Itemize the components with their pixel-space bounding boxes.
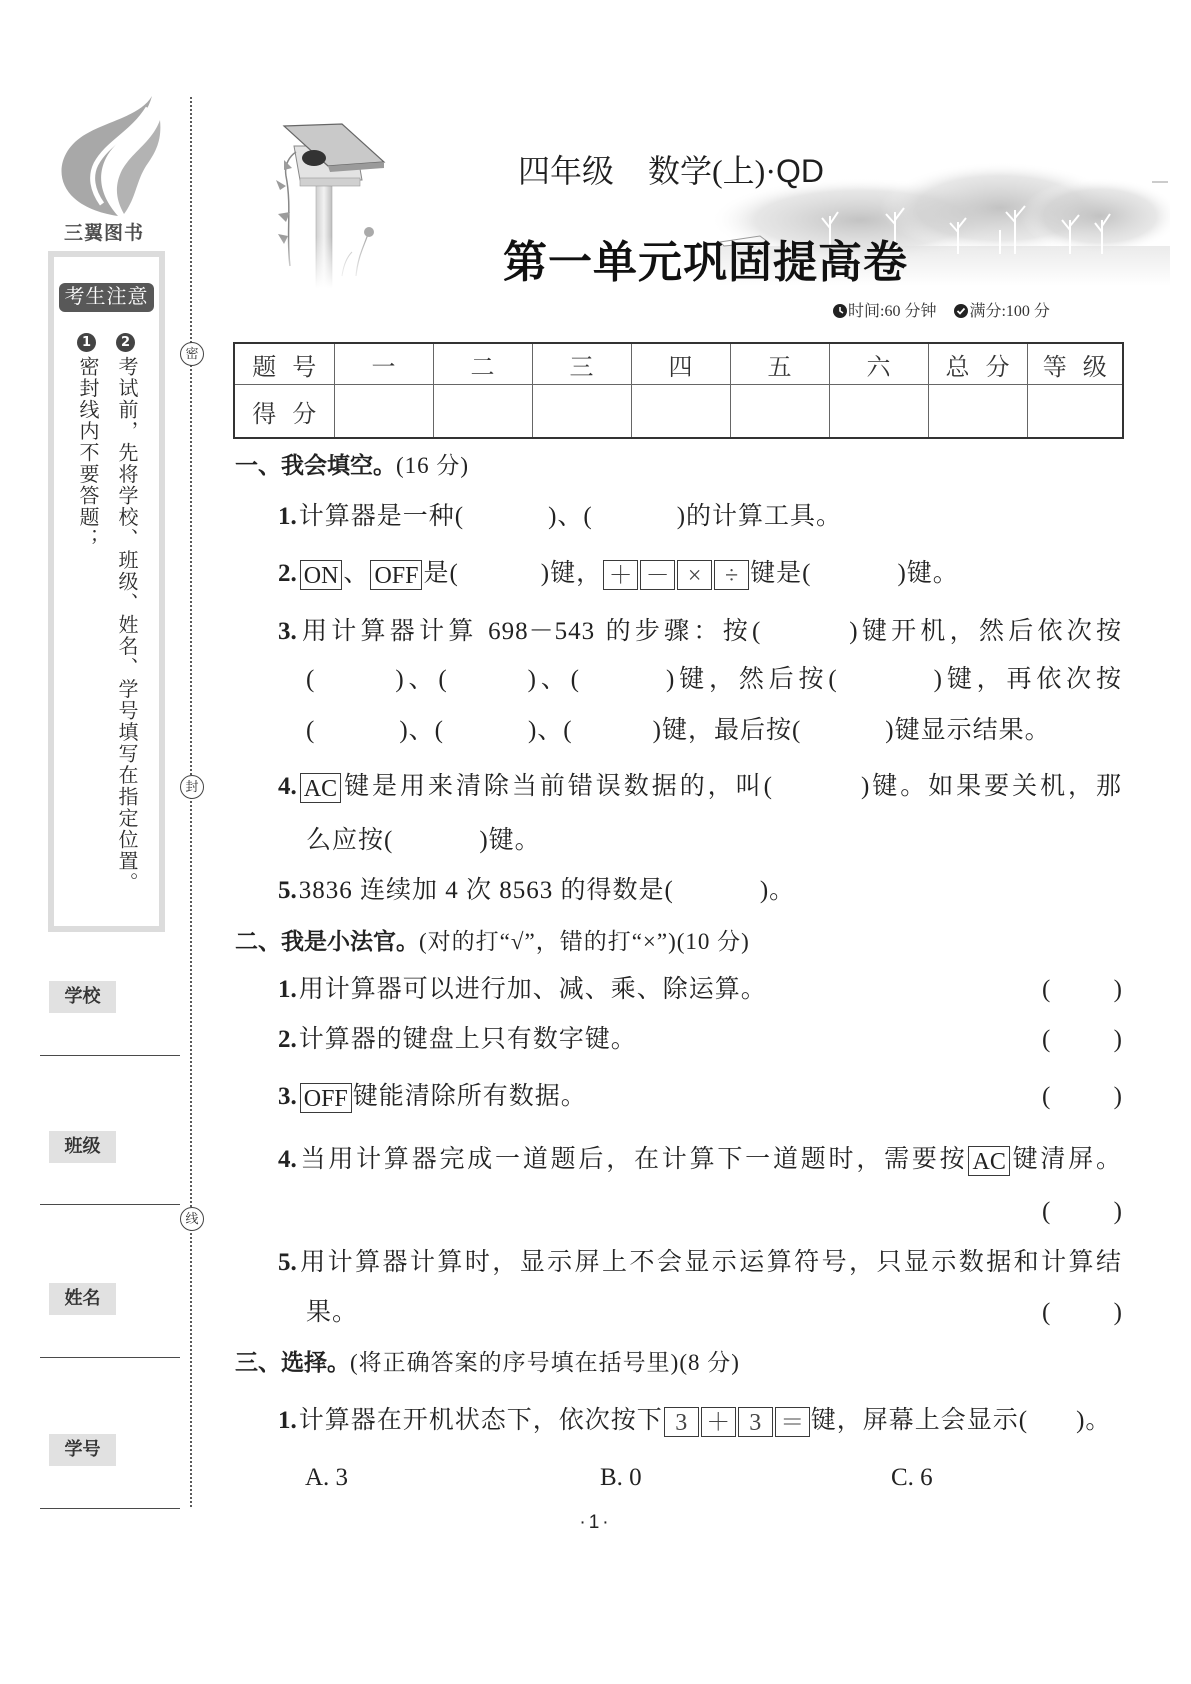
exam-subtitle: [518, 146, 824, 192]
birdhouse-illustration: [256, 116, 396, 288]
answer-blank: [761, 629, 849, 639]
section3-heading: [235, 1345, 740, 1381]
key-3: 3: [664, 1407, 699, 1437]
score-cell-2: [433, 385, 532, 439]
question-text: )、(: [527, 717, 573, 744]
question-number: 4.: [278, 773, 297, 800]
s1-question-1: [278, 499, 842, 535]
question-text: 当用计算器完成一道题后，在计算下一道题时，需要按: [298, 1146, 968, 1173]
field-line-name: [40, 1357, 180, 1358]
s2-item-3: [278, 1079, 587, 1115]
question-text: 、: [343, 560, 370, 587]
s2-item-3-answer-paren: [1042, 1079, 1122, 1115]
question-number: 1.: [278, 976, 297, 1003]
question-text: 是(: [423, 560, 459, 587]
answer-blank: [444, 728, 528, 738]
score-table-score-row: [234, 385, 1123, 439]
section1-points: (16 分): [396, 453, 470, 478]
answer-blank: [580, 677, 666, 687]
question-text: 么应按(: [306, 827, 394, 854]
paren-open: (: [1042, 1083, 1051, 1110]
notice-text-1: 密封线内不要答题；: [76, 356, 98, 550]
s3-question-1: [278, 1403, 1111, 1439]
answer-blank: [593, 514, 677, 524]
paren-close: ): [1113, 1198, 1122, 1225]
paren-open: (: [1042, 1026, 1051, 1053]
score-cell-6: [829, 385, 928, 439]
question-number: 4.: [278, 1146, 297, 1173]
publisher-logo: [52, 94, 164, 218]
grade-label: 四年级: [518, 153, 615, 189]
question-text: )键，最后按(: [652, 717, 802, 744]
answer-blank: [573, 728, 653, 738]
question-number: 3.: [278, 1083, 297, 1110]
answer-blank: [773, 784, 861, 794]
question-text: )键开机，然后依次按: [849, 618, 1123, 645]
paren-close: ): [1113, 976, 1122, 1003]
publisher-name: 三翼图书: [63, 222, 144, 244]
question-text: 计算器在开机状态下，依次按下: [298, 1407, 663, 1434]
field-label-student-id: 学号: [49, 1434, 116, 1466]
question-text: )键。: [479, 827, 541, 854]
question-text: 3836 连续加 4 次 8563 的得数是(: [298, 877, 674, 904]
flame-logo-icon: [52, 94, 164, 218]
answer-blank: [448, 677, 528, 687]
s1-question-3-line-2: [306, 662, 1122, 698]
paren-open: (: [1042, 976, 1051, 1003]
score-cell-4: [631, 385, 730, 439]
birdhouse-icon: [256, 116, 396, 288]
question-text: (: [306, 666, 316, 693]
question-text: )的计算工具。: [676, 503, 843, 530]
s2-item-4-answer-paren: [1042, 1194, 1122, 1230]
s1-question-3-line-1: [278, 614, 1122, 650]
header-part-1: 一: [334, 343, 433, 385]
paren-close: ): [1113, 1026, 1122, 1053]
exam-meta: [833, 298, 1050, 321]
answer-blank: [315, 677, 395, 687]
question-text: )、(: [548, 503, 593, 530]
field-line-school: [40, 1055, 180, 1056]
field-label-class: 班级: [49, 1131, 116, 1163]
full-score: 满分:100 分: [969, 303, 1050, 320]
question-number: 1.: [278, 1407, 297, 1434]
s1-question-5: [278, 873, 795, 909]
header-part-3: 三: [532, 343, 631, 385]
question-text: (: [306, 717, 316, 744]
subject-label: 数学(上)·: [648, 153, 776, 189]
key-3: 3: [738, 1407, 773, 1437]
key-off: OFF: [370, 560, 422, 590]
answer-blank: [393, 838, 479, 848]
notice-text-2: 考试前，先将学校、班级、姓名、学号填写在指定位置。: [115, 356, 137, 894]
answer-blank: [459, 571, 541, 581]
question-text: 计算器是一种(: [298, 503, 465, 530]
edition-label: QD: [776, 153, 824, 189]
section3-title: 三、选择。: [235, 1350, 350, 1376]
question-number: 2.: [278, 1026, 297, 1053]
score-cell-total: [928, 385, 1027, 439]
key-ac: AC: [300, 773, 341, 803]
s1-question-4-line-1: [278, 769, 1122, 805]
key-divide: ÷: [714, 560, 749, 590]
answer-blank: [464, 514, 548, 524]
section2-title: 二、我是小法官。: [235, 929, 419, 955]
section1-title: 一、我会填空。: [235, 453, 396, 479]
question-text: 键，屏幕上会显示(: [810, 1407, 1029, 1434]
key-multiply: ×: [677, 560, 712, 590]
question-number: 2.: [278, 560, 297, 587]
key-on: ON: [300, 560, 343, 590]
question-text: 键是用来清除当前错误数据的，叫(: [342, 773, 773, 800]
score-cell-grade: [1027, 385, 1123, 439]
question-number: 1.: [278, 503, 297, 530]
answer-blank: [838, 677, 934, 687]
s1-question-4-line-2: [306, 823, 541, 859]
s2-item-4: [278, 1142, 1122, 1178]
question-text: )、(: [527, 666, 580, 693]
question-text: )、(: [399, 717, 444, 744]
notice-number-1: 1: [77, 333, 96, 352]
question-text: 键是(: [750, 560, 812, 587]
score-table: [233, 342, 1124, 439]
paren-open: (: [1042, 1198, 1051, 1225]
answer-blank: [801, 728, 885, 738]
score-cell-1: [334, 385, 433, 439]
answer-blank: [811, 571, 897, 581]
header-grade: 等 级: [1027, 343, 1123, 385]
question-number: 3.: [278, 618, 297, 645]
score-cell-3: [532, 385, 631, 439]
header-part-4: 四: [631, 343, 730, 385]
header-part-6: 六: [829, 343, 928, 385]
answer-blank: [1028, 1418, 1076, 1428]
option-b: B. 0: [600, 1464, 642, 1491]
seal-mark-mi: 密: [180, 342, 204, 366]
score-table-header-row: [234, 343, 1123, 385]
question-text: 用计算器计算时，显示屏上不会显示运算符号，只显示数据和计算结: [298, 1249, 1122, 1276]
field-label-name: 姓名: [49, 1283, 116, 1315]
header-part-2: 二: [433, 343, 532, 385]
key-plus: ＋: [701, 1407, 736, 1437]
header-total: 总 分: [928, 343, 1027, 385]
question-text: )键，: [540, 560, 603, 587]
s2-item-1: [278, 972, 767, 1008]
question-number: 5.: [278, 1249, 297, 1276]
question-text: 用计算器计算 698－543 的步骤：按(: [298, 618, 762, 645]
s2-item-5-line-1: [278, 1245, 1122, 1281]
notice-number-2: 2: [116, 333, 135, 352]
option-a: A. 3: [305, 1464, 349, 1491]
clock-icon: [833, 304, 847, 318]
question-text: )键显示结果。: [885, 717, 1051, 744]
score-cell-5: [730, 385, 829, 439]
question-text: )键，再依次按: [933, 666, 1122, 693]
question-text: )。: [1076, 1407, 1112, 1434]
paren-close: ): [1113, 1083, 1122, 1110]
answer-blank: [674, 888, 760, 898]
check-icon: [954, 304, 968, 318]
field-label-school: 学校: [49, 981, 116, 1013]
s2-item-2-answer-paren: [1042, 1022, 1122, 1058]
score-row-label: 得 分: [234, 385, 334, 439]
section3-instructions: (将正确答案的序号填在括号里)(8 分): [350, 1350, 740, 1375]
time-limit: 时间:60 分钟: [848, 303, 937, 320]
key-equals: ＝: [775, 1407, 810, 1437]
s2-item-5-answer-paren: [1042, 1295, 1122, 1331]
section2-heading: [235, 924, 750, 960]
paren-open: (: [1042, 1299, 1051, 1326]
question-text: )键，然后按(: [665, 666, 838, 693]
s2-item-2: [278, 1022, 637, 1058]
question-text: 键能清除所有数据。: [352, 1083, 587, 1110]
question-text: 果。: [306, 1299, 359, 1326]
question-text: )、(: [395, 666, 448, 693]
question-text: 计算器的键盘上只有数字键。: [298, 1026, 637, 1053]
exam-title: 第一单元巩固提高卷: [503, 238, 908, 287]
field-line-student-id: [40, 1508, 180, 1509]
notice-title: 考生注意: [59, 283, 154, 312]
key-plus: ＋: [603, 560, 638, 590]
question-text: )键。如果要关机，那: [860, 773, 1123, 800]
key-minus: －: [640, 560, 675, 590]
key-off: OFF: [300, 1083, 352, 1113]
s2-item-1-answer-paren: [1042, 972, 1122, 1008]
seal-mark-feng: 封: [180, 775, 204, 799]
section2-instructions: (对的打“√”，错的打“×”)(10 分): [419, 929, 750, 954]
field-line-class: [40, 1204, 180, 1205]
answer-blank: [315, 728, 399, 738]
question-text: 键清屏。: [1010, 1146, 1122, 1173]
question-text: 用计算器可以进行加、减、乘、除运算。: [298, 976, 767, 1003]
page-number: ·1·: [579, 1512, 612, 1533]
s2-item-5-line-2: [306, 1295, 358, 1331]
seal-dotted-line: [190, 97, 192, 1507]
seal-mark-xian: 线: [180, 1207, 204, 1231]
paren-close: ): [1113, 1299, 1122, 1326]
s1-question-3-line-3: [306, 713, 1051, 749]
question-text: )键。: [897, 560, 959, 587]
option-c: C. 6: [891, 1464, 933, 1491]
section1-heading: [235, 448, 469, 484]
question-number: 5.: [278, 877, 297, 904]
s1-question-2: [278, 556, 959, 592]
header-question-number: 题 号: [234, 343, 334, 385]
question-text: )。: [759, 877, 796, 904]
exam-notice-box: [48, 251, 165, 932]
header-part-5: 五: [730, 343, 829, 385]
key-ac: AC: [968, 1146, 1009, 1176]
